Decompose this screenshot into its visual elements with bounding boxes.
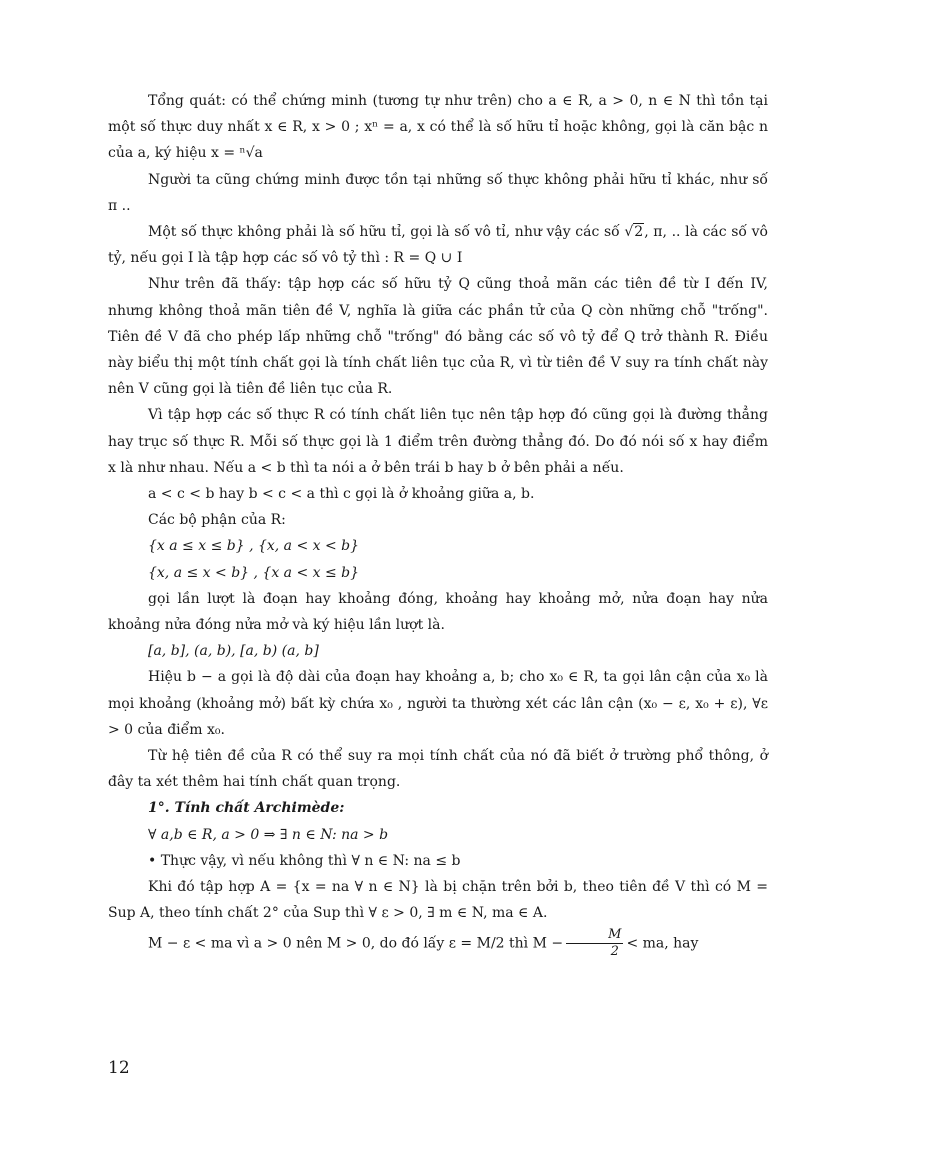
epsilon-text-start: M − ε < ma vì a > 0 nên M > 0, do đó lấy ε = M/2 thì M − <box>148 935 564 951</box>
interval-sets-row-2: {x, a ≤ x < b} , {x a < x ≤ b} <box>148 564 360 581</box>
paragraph-irrational-definition <box>108 219 768 271</box>
section-heading-archimedes: 1°. Tính chất Archimède: <box>148 800 345 817</box>
fraction-m-over-2 <box>566 927 623 960</box>
paragraph-properties-intro: Từ hệ tiên đề của R có thể suy ra mọi tính chất của nó đã biết ở trường phổ thông, ở đây ta xét thêm hai tính chất quan trọng. <box>108 748 768 791</box>
paragraph-continuity: Như trên đã thấy: tập hợp các số hữu tỷ Q cũng thoả mãn các tiên đề từ I đến IV, nhưng không thoả mãn tiên đề V, nghĩa là giữa các phần tử của Q còn những chỗ "trống". Tiên đề V đã cho phép lấp những chỗ "trống" đó bằng các số vô tỷ để Q trở thành R. Điều này biểu thị một tính chất gọi là tính chất liên tục của R, vì từ tiên đề V suy ra tính chất này nên V cũng gọi là tiên đề liên tục của R. <box>108 276 768 398</box>
subsets-heading: Các bộ phận của R: <box>148 512 286 529</box>
interval-sets-row-1: {x a ≤ x ≤ b} , {x, a < x < b} <box>148 538 360 555</box>
epsilon-text-end: < ma, hay <box>626 935 699 951</box>
irrational-text-end: , π, .. là các số vô tỷ, nếu gọi I là tập hợp các số vô tỷ thì : R = Q ∪ I <box>108 224 768 267</box>
sqrt-two: 2 <box>634 224 644 241</box>
paragraph-real-line: Vì tập hợp các số thực R có tính chất liên tục nên tập hợp đó cũng gọi là đường thẳng hay trục số thực R. Mỗi số thực gọi là 1 điểm trên đường thẳng đó. Do đó nói số x hay điểm x là như nhau. Nếu a < b thì ta nói a ở bên trái b hay b ở bên phải a nếu. <box>108 407 768 476</box>
paragraph-supremum: Khi đó tập hợp A = {x = na ∀ n ∈ N} là bị chặn trên bởi b, theo tiên đề V thì có M = Sup A, theo tính chất 2° của Sup thì ∀ ε > 0, ∃ m ∈ N, ma ∈ A. <box>108 879 768 922</box>
fraction-denominator: 2 <box>610 943 619 959</box>
archimedes-formula: ∀ a,b ∈ R, a > 0 ⇒ ∃ n ∈ N: na > b <box>148 826 389 843</box>
paragraph-irrational-pi: Người ta cũng chứng minh được tồn tại những số thực không phải hữu tỉ khác, như số π .. <box>108 171 768 214</box>
body-text <box>108 88 768 960</box>
irrational-text-start: Một số thực không phải là số hữu tỉ, gọi là số vô tỉ, như vậy các số √ <box>148 224 634 241</box>
paragraph-epsilon <box>108 927 768 960</box>
paragraph-nth-root: Tổng quát: có thể chứng minh (tương tự như trên) cho a ∈ R, a > 0, n ∈ N thì tồn tại một số thực duy nhất x ∈ R, x > 0 ; xⁿ = a, x có thể là số hữu tỉ hoặc không, gọi là căn bậc n của a, ký hiệu x = ⁿ√a <box>108 93 768 162</box>
paragraph-neighborhood: Hiệu b − a gọi là độ dài của đoạn hay khoảng a, b; cho x₀ ∈ R, ta gọi lân cận của x₀ là mọi khoảng (khoảng mở) bất kỳ chứa x₀ , người ta thường xét các lân cận (x₀ − ε, x₀ + ε), ∀ε > 0 của điểm x₀. <box>108 669 768 738</box>
interval-notation: [a, b], (a, b), [a, b) (a, b] <box>148 643 319 660</box>
proof-start: • Thực vậy, vì nếu không thì ∀ n ∈ N: na ≤ b <box>148 852 461 869</box>
page-number: 12 <box>108 1058 130 1078</box>
fraction-numerator: M <box>566 927 623 944</box>
between-statement: a < c < b hay b < c < a thì c gọi là ở khoảng giữa a, b. <box>148 486 535 503</box>
paragraph-interval-names: gọi lần lượt là đoạn hay khoảng đóng, khoảng hay khoảng mở, nửa đoạn hay nửa khoảng nửa đóng nửa mở và ký hiệu lần lượt là. <box>108 590 768 634</box>
